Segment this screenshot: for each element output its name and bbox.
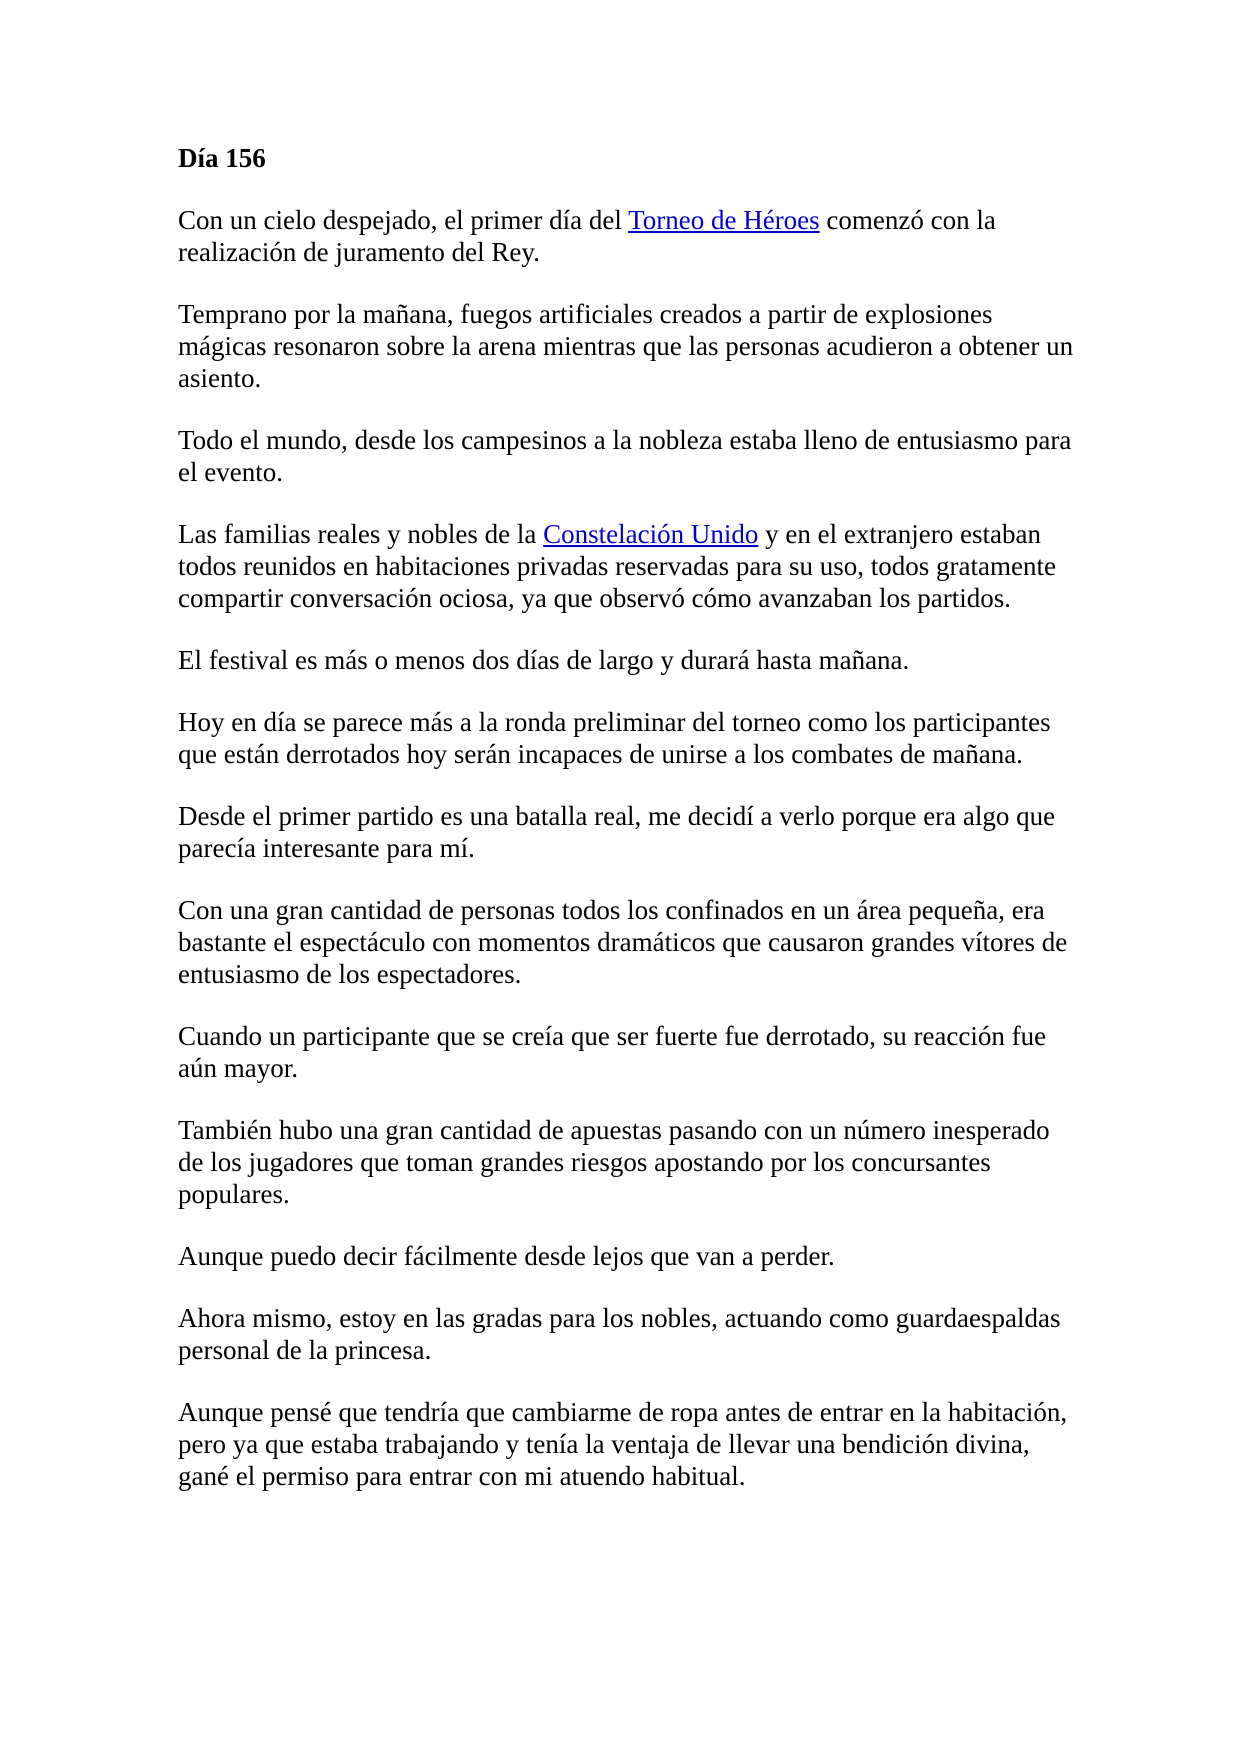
document-page (178, 142, 1078, 1522)
paragraph-10: También hubo una gran cantidad de apuestas pasando con un número inesperado de los jugadores que toman grandes riesgos apostando por los concursantes populares. (178, 1115, 1050, 1209)
paragraph-1 (178, 204, 1078, 268)
paragraph-5: El festival es más o menos dos días de largo y durará hasta mañana. (178, 645, 910, 675)
paragraph-12: Ahora mismo, estoy en las gradas para los nobles, actuando como guardaespaldas personal de la princesa. (178, 1303, 1061, 1365)
paragraph-4-text-after: y en el extranjero estaban todos reunidos en habitaciones privadas reservadas para su uso, todos gratamente compartir conversación ociosa, ya que observó cómo avanzaban los partidos. (178, 519, 1056, 613)
paragraph-4 (178, 518, 1078, 614)
page-title: Día 156 (178, 143, 266, 173)
paragraph-1-text-after: comenzó con la realización de juramento del Rey. (178, 205, 996, 267)
paragraph-7: Desde el primer partido es una batalla real, me decidí a verlo porque era algo que parecía interesante para mí. (178, 801, 1056, 863)
paragraph-13: Aunque pensé que tendría que cambiarme de ropa antes de entrar en la habitación, pero ya que estaba trabajando y tenía la ventaja de llevar una bendición divina, gané el permiso para entrar con mi atuendo habitual. (178, 1397, 1068, 1491)
paragraph-3: Todo el mundo, desde los campesinos a la nobleza estaba lleno de entusiasmo para el evento. (178, 425, 1072, 487)
constelacion-unido-link[interactable]: Constelación Unido (543, 519, 759, 549)
paragraph-9: Cuando un participante que se creía que ser fuerte fue derrotado, su reacción fue aún mayor. (178, 1021, 1047, 1083)
paragraph-8: Con una gran cantidad de personas todos los confinados en un área pequeña, era bastante el espectáculo con momentos dramáticos que causaron grandes vítores de entusiasmo de los espectadores. (178, 895, 1068, 989)
paragraph-11: Aunque puedo decir fácilmente desde lejos que van a perder. (178, 1241, 835, 1271)
paragraph-2: Temprano por la mañana, fuegos artificiales creados a partir de explosiones mágicas resonaron sobre la arena mientras que las personas acudieron a obtener un asiento. (178, 299, 1074, 393)
paragraph-1-text-before: Con un cielo despejado, el primer día del (178, 205, 629, 235)
paragraph-6: Hoy en día se parece más a la ronda preliminar del torneo como los participantes que están derrotados hoy serán incapaces de unirse a los combates de mañana. (178, 707, 1051, 769)
torneo-de-heroes-link[interactable]: Torneo de Héroes (628, 205, 820, 235)
paragraph-4-text-before: Las familias reales y nobles de la (178, 519, 544, 549)
